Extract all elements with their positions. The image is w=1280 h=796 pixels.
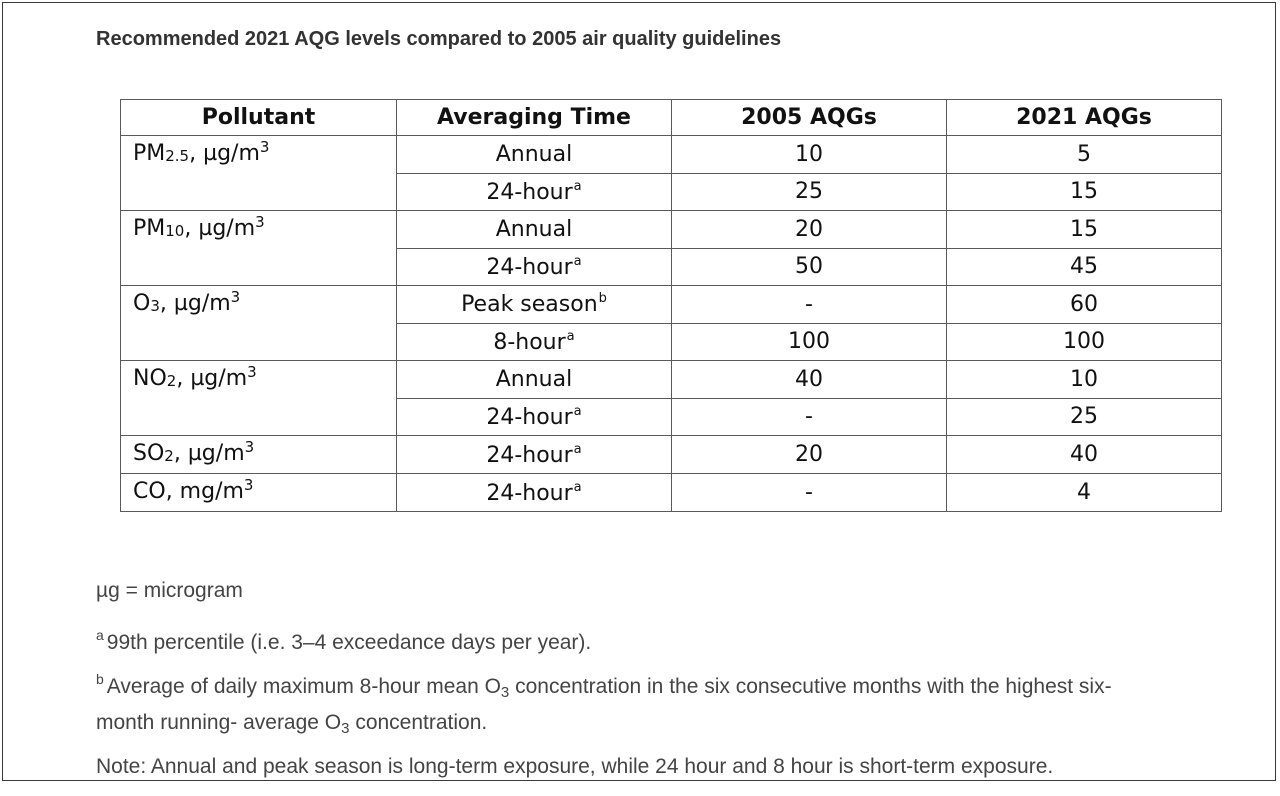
unit-superscript: 3 <box>230 288 241 306</box>
averaging-time: Annual <box>495 216 573 242</box>
table-row <box>121 211 1222 249</box>
note-a-marker: a <box>96 627 104 643</box>
aqg-2021-value: 25 <box>947 398 1222 436</box>
pollutant-subscript: 3 <box>150 297 160 315</box>
averaging-time: 24-hour <box>486 404 573 430</box>
pollutant-cell <box>121 474 397 512</box>
aqg-2021-value: 100 <box>947 323 1222 361</box>
table-row <box>121 398 1222 436</box>
averaging-time: Annual <box>495 141 573 167</box>
pollutant-cell <box>121 173 397 211</box>
averaging-time-cell <box>397 361 672 399</box>
header-2021-aqgs: 2021 AQGs <box>947 100 1222 136</box>
aqg-2005-value: - <box>672 474 947 512</box>
averaging-time-cell <box>397 136 672 174</box>
averaging-time: 24-hour <box>486 179 573 205</box>
unit-superscript: 3 <box>255 213 265 231</box>
averaging-time-cell <box>397 211 672 249</box>
pollutant-unit: , µg/m <box>159 291 231 316</box>
table-row <box>121 248 1222 286</box>
table-row <box>121 436 1222 474</box>
aqg-2005-value: 10 <box>672 136 947 174</box>
pollutant-cell <box>121 398 397 436</box>
aqg-2005-value: - <box>672 286 947 324</box>
averaging-time-cell <box>397 286 672 324</box>
pollutant-cell <box>121 136 397 174</box>
pollutant-subscript: 2 <box>164 447 174 465</box>
pollutant-subscript: 2.5 <box>165 147 190 165</box>
pollutant-subscript: 10 <box>165 222 185 240</box>
note-b-line1 <box>96 664 1112 708</box>
note-b-line2 <box>96 708 1112 752</box>
aqg-2005-value: 25 <box>672 173 947 211</box>
table-row <box>121 173 1222 211</box>
averaging-time-cell <box>397 474 672 512</box>
aqg-2021-value: 15 <box>947 211 1222 249</box>
aqg-2005-value: 20 <box>672 436 947 474</box>
unit-superscript: 3 <box>247 363 257 381</box>
pollutant-unit: , µg/m <box>184 216 256 241</box>
note-b-subscript: 3 <box>500 684 510 701</box>
footnote-marker: a <box>566 328 575 344</box>
pollutant-unit: , mg/m <box>165 479 244 504</box>
pollutant-cell <box>121 436 397 474</box>
aqg-2021-value: 60 <box>947 286 1222 324</box>
aqg-2021-value: 10 <box>947 361 1222 399</box>
table-header-row <box>121 100 1222 136</box>
aqg-2021-value: 45 <box>947 248 1222 286</box>
pollutant-name: CO <box>133 479 166 504</box>
pollutant-cell <box>121 323 397 361</box>
averaging-time: 24-hour <box>486 480 573 506</box>
note-b-subscript-2: 3 <box>341 720 350 737</box>
averaging-time: Peak season <box>461 292 598 318</box>
note-a-text: 99th percentile (i.e. 3–4 exceedance days per year). <box>106 631 592 654</box>
table-row <box>121 136 1222 174</box>
averaging-time-cell <box>397 398 672 436</box>
unit-superscript: 3 <box>244 438 255 456</box>
pollutant-subscript: 2 <box>166 372 177 390</box>
aqg-2005-value: 20 <box>672 211 947 249</box>
aqg-table <box>120 99 1222 512</box>
unit-superscript: 3 <box>259 138 270 156</box>
averaging-time-cell <box>397 436 672 474</box>
footnote-marker: a <box>573 403 582 419</box>
aqg-2005-value: 40 <box>672 361 947 399</box>
averaging-time: 24-hour <box>486 254 573 280</box>
averaging-time-cell <box>397 173 672 211</box>
averaging-time-cell <box>397 323 672 361</box>
footnote-marker: a <box>573 441 582 457</box>
pollutant-name: PM <box>133 216 166 241</box>
unit-superscript: 3 <box>243 476 254 494</box>
aqg-2021-value: 5 <box>947 136 1222 174</box>
pollutant-name: SO <box>133 441 165 466</box>
aqg-2005-value: 100 <box>672 323 947 361</box>
note-b-text-3: month running- average O <box>96 711 342 734</box>
footnote-marker: a <box>573 479 582 495</box>
footnote-marker: a <box>573 178 582 194</box>
aqg-2021-value: 4 <box>947 474 1222 512</box>
figure-title: Recommended 2021 AQG levels compared to 2005 air quality guidelines <box>96 28 782 50</box>
pollutant-cell <box>121 211 397 249</box>
footnotes <box>96 576 1112 796</box>
note-b-text-1: Average of daily maximum 8-hour mean O <box>106 675 501 698</box>
pollutant-name: PM <box>133 141 166 166</box>
note-a <box>96 620 1112 664</box>
note-b-marker: b <box>96 671 104 687</box>
footnote-marker: b <box>598 291 607 307</box>
table-row <box>121 323 1222 361</box>
header-2005-aqgs: 2005 AQGs <box>672 100 947 136</box>
table-row <box>121 286 1222 324</box>
pollutant-unit: , µg/m <box>189 141 260 166</box>
pollutant-cell <box>121 361 397 399</box>
table-body <box>121 136 1222 512</box>
pollutant-unit: , µg/m <box>176 366 248 391</box>
header-pollutant: Pollutant <box>121 100 397 136</box>
note-exposure: Note: Annual and peak season is long-term exposure, while 24 hour and 8 hour is short-term exposure. <box>96 755 1054 778</box>
table-row <box>121 474 1222 512</box>
averaging-time-cell <box>397 248 672 286</box>
note-b-text-2: concentration in the six consecutive months with the highest six- <box>509 675 1112 698</box>
pollutant-name: NO <box>133 366 167 391</box>
note-b-text-4: concentration. <box>349 711 488 734</box>
aqg-2021-value: 15 <box>947 173 1222 211</box>
table-row <box>121 361 1222 399</box>
footnote-marker: a <box>573 253 582 269</box>
aqg-2005-value: 50 <box>672 248 947 286</box>
averaging-time: Annual <box>495 366 573 392</box>
pollutant-unit: , µg/m <box>173 441 245 466</box>
note-microgram: µg = microgram <box>96 579 243 602</box>
averaging-time: 8-hour <box>493 329 566 355</box>
pollutant-cell <box>121 248 397 286</box>
averaging-time: 24-hour <box>486 442 573 468</box>
pollutant-cell <box>121 286 397 324</box>
aqg-2005-value: - <box>672 398 947 436</box>
header-averaging-time: Averaging Time <box>397 100 672 136</box>
pollutant-name: O <box>133 291 151 316</box>
aqg-2021-value: 40 <box>947 436 1222 474</box>
